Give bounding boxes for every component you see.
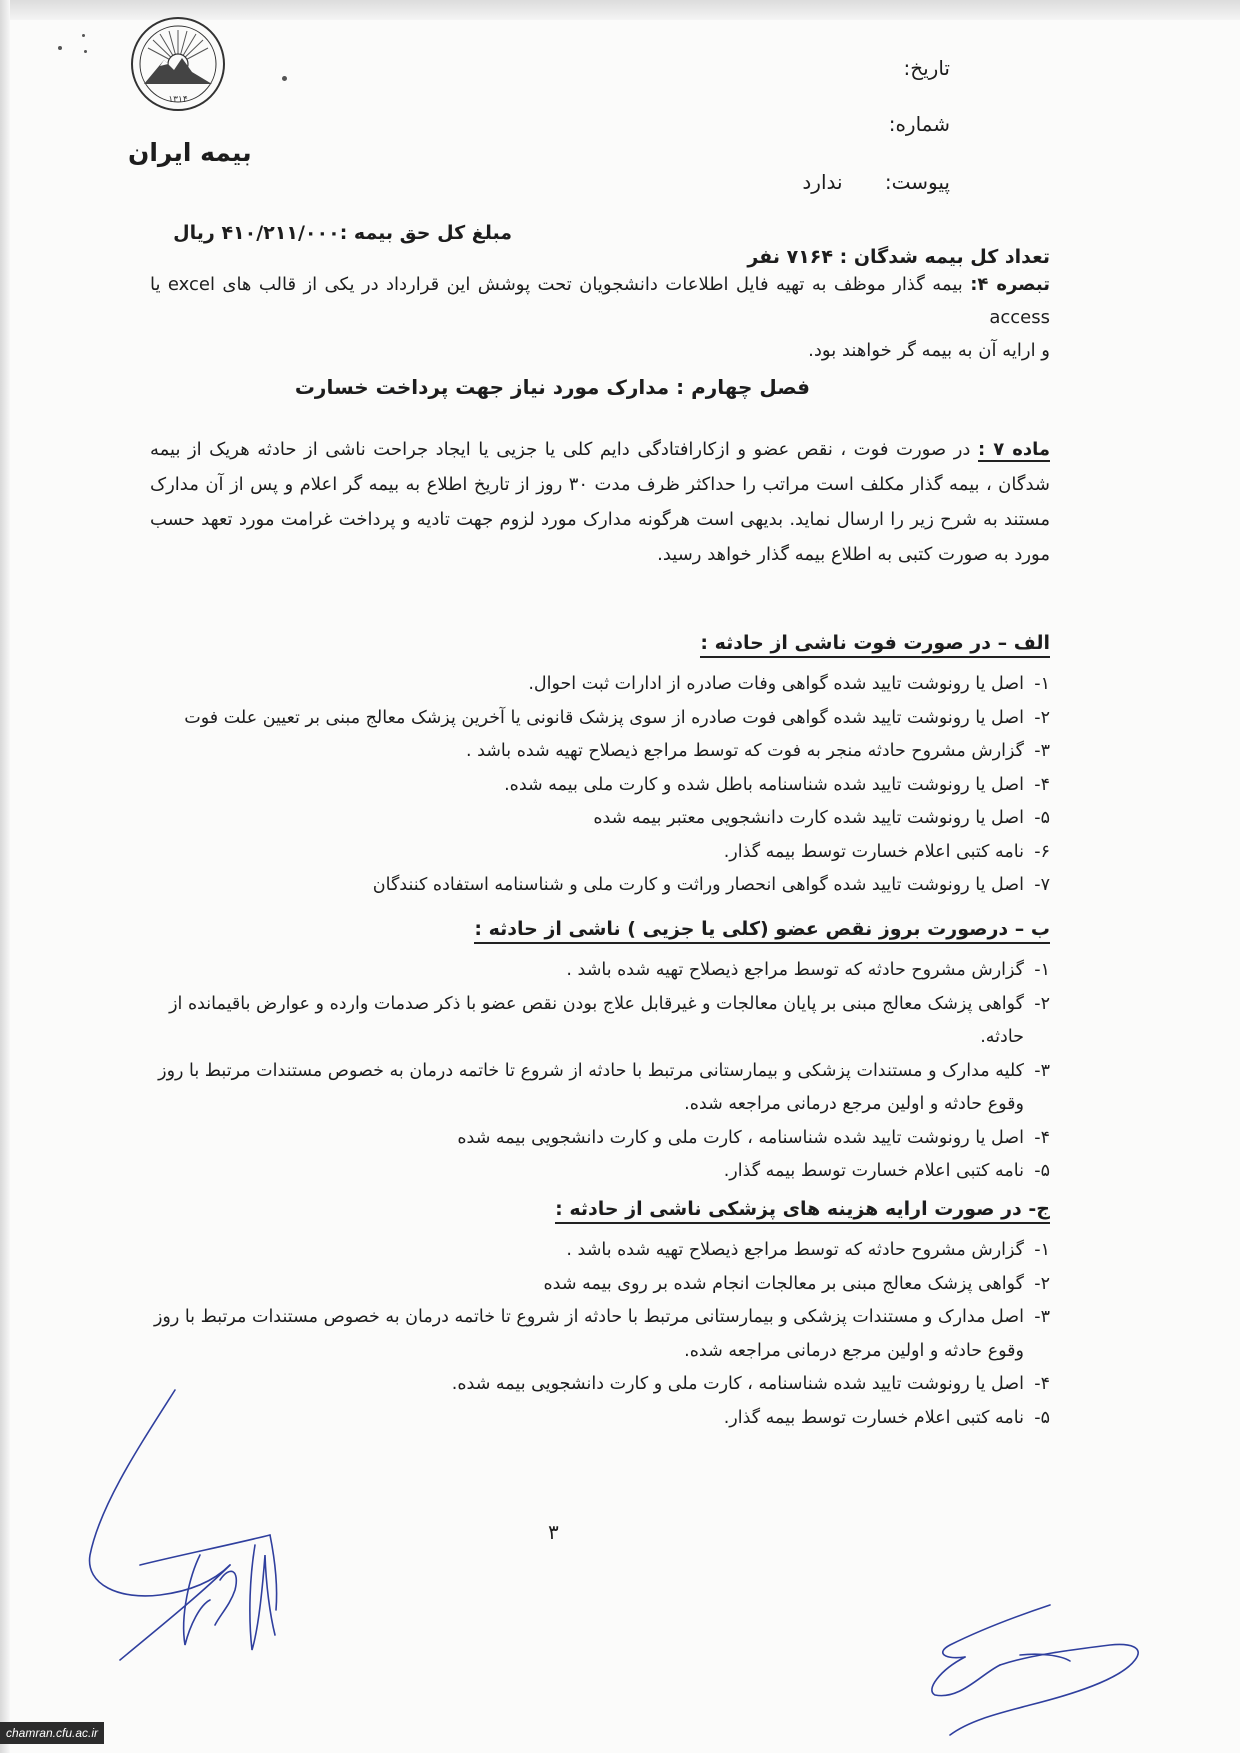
list-item: ۵- اصل یا رونوشت تایید شده کارت دانشجویی معتبر بیمه شده <box>593 808 1050 828</box>
note-4-label: تبصره ۴: <box>970 274 1050 295</box>
section-a-list <box>140 668 1050 903</box>
list-item: ۲- اصل یا رونوشت تایید شده گواهی فوت صادره از سوی پزشک قانونی یا آخرین پزشک معالج مبنی بر تعیین علت فوت <box>184 707 1050 728</box>
list-item: ۵- نامه کتبی اعلام خسارت توسط بیمه گذار. <box>723 1407 1050 1428</box>
list-item: ۲- گواهی پزشک معالج مبنی بر معالجات انجام شده بر روی بیمه شده <box>543 1273 1050 1294</box>
signature-left-icon <box>80 1385 320 1685</box>
date-label: تاریخ: <box>903 56 950 80</box>
premium-total: مبلغ کل حق بیمه :۴۱۰/۲۱۱/۰۰۰ ریال <box>173 222 512 244</box>
number-label: شماره: <box>888 112 950 136</box>
section-a-title: الف – در صورت فوت ناشی از حادثه : <box>700 632 1050 658</box>
bime-iran-logo-icon <box>130 14 226 114</box>
attachment-label: پیوست: <box>884 170 950 194</box>
list-item: ۳- گزارش مشروح حادثه منجر به فوت که توسط مراجع ذیصلاح تهیه شده باشد . <box>465 741 1050 761</box>
article-7-text: در صورت فوت ، نقص عضو و ازکارافتادگی دایم کلی یا جزیی یا ایجاد جراحت ناشی از حادثه هریک از بیمه شدگان ، بیمه گذار مکلف است مراتب را حداکثر ظرف مدت ۳۰ روز از تاریخ اطلاع به بیمه گر اعلام و پس از آن مدارک مستند به شرح زیر را ارسال نماید. بدیهی است هرگونه مدارک مورد لزوم جهت تادیه و پرداخت غرامت مورد تعهد حسب مورد به صورت کتبی به اطلاع بیمه گذار خواهد رسید. <box>150 439 1050 565</box>
organization-name: بیمه ایران <box>128 138 252 167</box>
list-item: ۴- اصل یا رونوشت تایید شده شناسنامه ، کارت ملی و کارت دانشجویی بیمه شده <box>457 1127 1050 1148</box>
list-item: ۷- اصل یا رونوشت تایید شده گواهی انحصار وراثت و کارت ملی و شناسنامه استفاده کنندگان <box>372 875 1050 895</box>
list-item: ۱- اصل یا رونوشت تایید شده گواهی وفات صادره از ادارات ثبت احوال. <box>528 674 1050 694</box>
list-item: ۴- اصل یا رونوشت تایید شده شناسنامه باطل شده و کارت ملی بیمه شده. <box>504 774 1050 795</box>
scan-speck <box>84 50 87 53</box>
scan-speck <box>58 46 62 50</box>
scan-speck <box>282 76 287 81</box>
list-item: ۲- گواهی پزشک معالج مبنی بر پایان معالجات و غیرقابل علاج بودن نقص عضو با ذکر صدمات وارده و عوارض باقیمانده از حادثه. <box>169 993 1050 1047</box>
scan-speck <box>82 34 85 37</box>
chapter-title: فصل چهارم : مدارک مورد نیاز جهت پرداخت خسارت <box>294 375 810 399</box>
note-4-text-line2: و ارایه آن به بیمه گر خواهند بود. <box>808 340 1050 361</box>
attachment-field <box>802 170 950 194</box>
list-item: ۱- گزارش مشروح حادثه که توسط مراجع ذیصلاح تهیه شده باشد . <box>566 1240 1050 1260</box>
list-item: ۵- نامه کتبی اعلام خسارت توسط بیمه گذار. <box>723 1161 1050 1181</box>
page-number: ۳ <box>548 1520 559 1544</box>
attachment-value: ندارد <box>802 170 843 194</box>
number-field <box>889 112 950 136</box>
date-field <box>903 56 950 80</box>
insured-count: تعداد کل بیمه شدگان : ۷۱۶۴ نفر <box>747 246 1050 268</box>
note-4-text-line1: بیمه گذار موظف به تهیه فایل اطلاعات دانشجویان تحت پوشش این قرارداد در یکی از قالب های excel یا access <box>150 274 1050 328</box>
list-item: ۳- کلیه مدارک و مستندات پزشکی و بیمارستانی مرتبط با حادثه از شروع تا خاتمه درمان به خصوص مستندات مرتبط با روز وقوع حادثه و اولین مرجع درمانی مراجعه شده. <box>158 1060 1050 1114</box>
list-item: ۱- گزارش مشروح حادثه که توسط مراجع ذیصلاح تهیه شده باشد . <box>566 960 1050 980</box>
svg-text:۱۳۱۴: ۱۳۱۴ <box>168 95 188 105</box>
scan-edge-left <box>0 0 10 1753</box>
list-item: ۳- اصل مدارک و مستندات پزشکی و بیمارستانی مرتبط با حادثه از شروع تا خاتمه درمان به خصوص مستندات مرتبط با روز وقوع حادثه و اولین مرجع درمانی مراجعه شده. <box>153 1307 1050 1361</box>
section-c-title: ج- در صورت ارایه هزینه های پزشکی ناشی از حادثه : <box>555 1198 1050 1224</box>
list-item: ۶- نامه کتبی اعلام خسارت توسط بیمه گذار. <box>723 841 1050 862</box>
section-b-title: ب – درصورت بروز نقص عضو (کلی یا جزیی ) ناشی از حادثه : <box>474 918 1050 944</box>
article-7-label: ماده ۷ : <box>977 439 1050 460</box>
section-b-list <box>140 954 1050 1189</box>
note-4 <box>150 268 1050 367</box>
list-item: ۴- اصل یا رونوشت تایید شده شناسنامه ، کارت ملی و کارت دانشجویی بیمه شده. <box>451 1374 1050 1394</box>
article-7 <box>150 432 1050 572</box>
footer-source-tag: chamran.cfu.ac.ir <box>0 1722 104 1744</box>
signature-right-icon <box>920 1595 1160 1745</box>
